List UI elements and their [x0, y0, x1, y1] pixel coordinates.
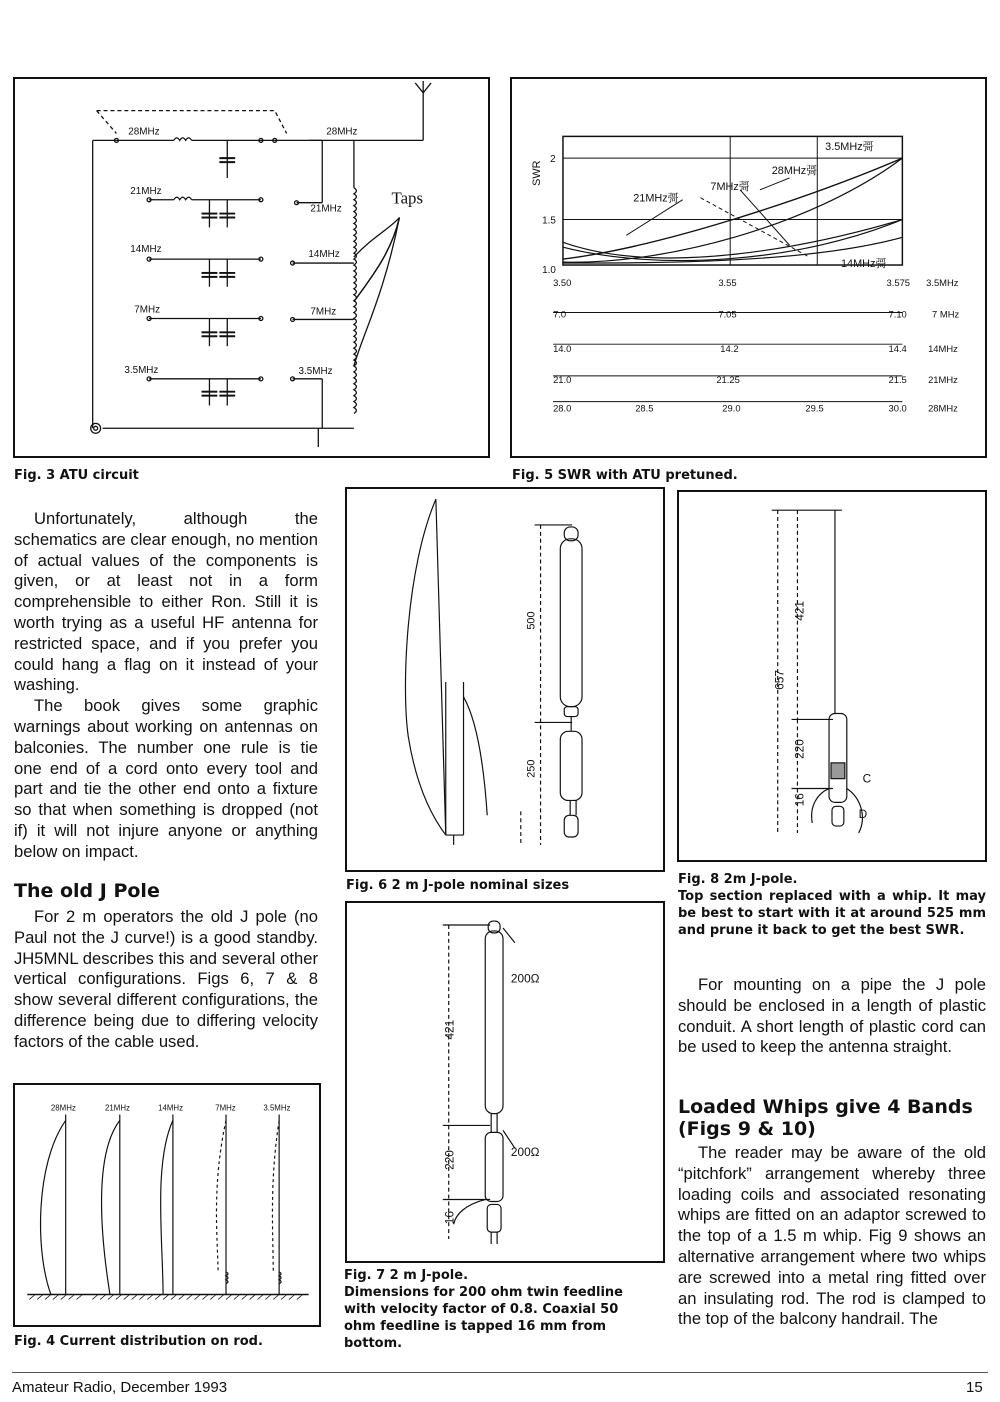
curve-label-7: 7MHz彁	[710, 180, 750, 193]
left-band-28: 28MHz	[128, 126, 160, 138]
swr-plot	[512, 79, 985, 456]
scale3-band: 14MHz	[928, 343, 958, 355]
scale1-band: 3.5MHz	[926, 276, 959, 288]
curve-label-21: 21MHz彁	[633, 192, 679, 205]
scale1-tick-3: 3.575	[886, 276, 911, 288]
scale4-tick-2: 21.25	[716, 373, 740, 385]
fig8-point-c: C	[862, 771, 872, 786]
curve-label-14: 14MHz彁	[841, 258, 887, 271]
fig4-band-7: 7MHz	[215, 1103, 236, 1113]
scale5-tick-4: 29.5	[805, 402, 824, 414]
fig8-dim-16: 16	[792, 793, 807, 807]
scale5-tick-5: 30.0	[888, 402, 907, 414]
current-distribution-drawing	[15, 1085, 319, 1325]
fig4-caption: Fig. 4 Current distribution on rod.	[14, 1334, 263, 1349]
article-col3-part1	[678, 975, 986, 1058]
scale3-tick-3: 14.4	[888, 343, 907, 355]
col1-paragraph-2: The book gives some graphic warnings about working on antennas on balconies. The number one rule is tie one end of a cord onto every tool and part and tie the other end onto a fixture so that when something is dropped (not if) it will not injure anyone or anything below on impact.	[14, 696, 318, 861]
curve-label-28: 28MHz彁	[771, 164, 818, 177]
fig8-caption-title: Fig. 8 2m J-pole.	[678, 872, 798, 887]
fig8-jpole-whip	[677, 490, 987, 862]
fig6-dim-250: 250	[525, 759, 538, 778]
ytick-1-0: 1.0	[542, 264, 556, 276]
ytick-1-5: 1.5	[542, 215, 556, 227]
scale2-tick-3: 7.10	[888, 308, 907, 320]
col3-paragraph-2: The reader may be aware of the old “pitchfork” arrangement whereby three loading coils and associated resonating whips are fitted on an adaptor screwed to the top of a 1.5 m whip. Fig 9 shows an alternative arrangement where two whips are screwed into a metal ring fitted over an insulating rod. The rod is clamped to the top of the balcony handrail. The	[678, 1143, 986, 1329]
left-band-7: 7MHz	[134, 304, 161, 316]
fig4-band-21: 21MHz	[105, 1103, 130, 1113]
fig3-atu-circuit	[13, 77, 490, 458]
right-band-28: 28MHz	[326, 126, 358, 138]
scale2-tick-2: 7.05	[718, 308, 737, 320]
scale5-tick-3: 29.0	[722, 402, 741, 414]
fig8-caption-body: Top section replaced with a whip. It may be best to start with it at around 525 mm and prune it back to get the best SWR.	[678, 889, 986, 938]
left-band-21: 21MHz	[130, 185, 162, 197]
fig4-band-14: 14MHz	[158, 1103, 184, 1113]
jpole-whip-drawing	[679, 492, 985, 860]
scale4-band: 21MHz	[928, 373, 958, 385]
fig8-dim-220: 220	[792, 739, 807, 759]
article-col1-part2	[14, 907, 318, 1053]
scale3-tick-2: 14.2	[720, 343, 739, 355]
scale1-tick-2: 3.55	[718, 276, 737, 288]
fig6-dim-500: 500	[525, 611, 538, 630]
fig6-jpole-nominal	[345, 487, 665, 872]
right-band-7: 7MHz	[310, 306, 337, 318]
footer-page-number: 15	[966, 1379, 983, 1396]
fig7-dim-16: 16	[442, 1211, 457, 1225]
jpole-200ohm-drawing	[347, 903, 663, 1261]
taps-label: Taps	[391, 188, 424, 208]
footer-publication: Amateur Radio, December 1993	[12, 1379, 228, 1396]
article-col3-part2	[678, 1143, 986, 1330]
fig7-jpole	[345, 901, 665, 1263]
right-band-3-5: 3.5MHz	[298, 365, 333, 377]
fig6-caption: Fig. 6 2 m J-pole nominal sizes	[346, 878, 570, 893]
fig7-caption	[344, 1267, 654, 1352]
col1-paragraph-3: For 2 m operators the old J pole (no Paul not the J curve!) is a good standby. JH5MNL describes this and several other vertical configurations. Figs 6, 7 & 8 show several different configurations, the difference being due to differing velocity factors of the cable used.	[14, 907, 318, 1051]
col3-paragraph-1: For mounting on a pipe the J pole should be enclosed in a length of plastic conduit. A short length of plastic cord can be used to keep the antenna straight.	[678, 975, 986, 1057]
right-band-21: 21MHz	[310, 203, 342, 215]
col1-paragraph-1: Unfortunately, although the schematics are clear enough, no mention of actual values of the components is given, or at least not in a form comprehensible to either Ron. Still it is worth trying as a useful HF antenna for restricted space, and if you prefer you could hang a flag on it instead of your washing.	[14, 509, 318, 695]
scale1-tick-1: 3.50	[553, 276, 572, 288]
left-band-14: 14MHz	[130, 244, 162, 256]
scale5-tick-2: 28.5	[635, 402, 654, 414]
fig7-impedance-top: 200Ω	[510, 971, 540, 986]
fig7-caption-title: Fig. 7 2 m J-pole.	[344, 1268, 469, 1283]
fig8-caption	[678, 871, 986, 939]
scale3-tick-1: 14.0	[553, 343, 572, 355]
jpole-nominal-drawing	[347, 489, 663, 870]
right-band-14: 14MHz	[308, 249, 340, 261]
heading-loaded-whips: Loaded Whips give 4 Bands (Figs 9 & 10)	[678, 1096, 973, 1140]
fig7-dim-220: 220	[442, 1150, 457, 1170]
swr-ylabel: SWR	[531, 160, 544, 186]
scale4-tick-1: 21.0	[553, 373, 572, 385]
heading-old-j-pole: The old J Pole	[14, 880, 160, 902]
fig8-point-d: D	[858, 807, 868, 822]
atu-schematic	[15, 79, 488, 456]
curve-label-3-5: 3.5MHz彁	[825, 141, 874, 154]
fig7-dim-421: 421	[442, 1019, 457, 1040]
fig8-dim-421: 421	[792, 600, 807, 621]
left-band-3-5: 3.5MHz	[124, 364, 159, 376]
scale5-band: 28MHz	[928, 402, 958, 414]
fig4-band-28: 28MHz	[50, 1103, 76, 1113]
fig8-dim-657: 657	[772, 670, 787, 690]
fig3-caption: Fig. 3 ATU circuit	[14, 468, 139, 483]
fig7-impedance-bottom: 200Ω	[510, 1145, 540, 1160]
fig5-caption: Fig. 5 SWR with ATU pretuned.	[512, 468, 738, 483]
scale4-tick-3: 21.5	[888, 373, 907, 385]
scale2-band: 7 MHz	[932, 308, 960, 320]
footer-rule	[12, 1372, 988, 1373]
ytick-2: 2	[550, 154, 556, 166]
fig7-caption-body: Dimensions for 200 ohm twin feedline with velocity factor of 0.8. Coaxial 50 ohm feedline is tapped 16 mm from bottom.	[344, 1285, 623, 1351]
scale5-tick-1: 28.0	[553, 402, 572, 414]
article-col1	[14, 509, 318, 863]
fig4-band-3-5: 3.5MHz	[263, 1103, 291, 1113]
scale2-tick-1: 7.0	[553, 308, 567, 320]
fig5-swr-chart	[510, 77, 987, 458]
fig4-current-distribution	[13, 1083, 321, 1327]
